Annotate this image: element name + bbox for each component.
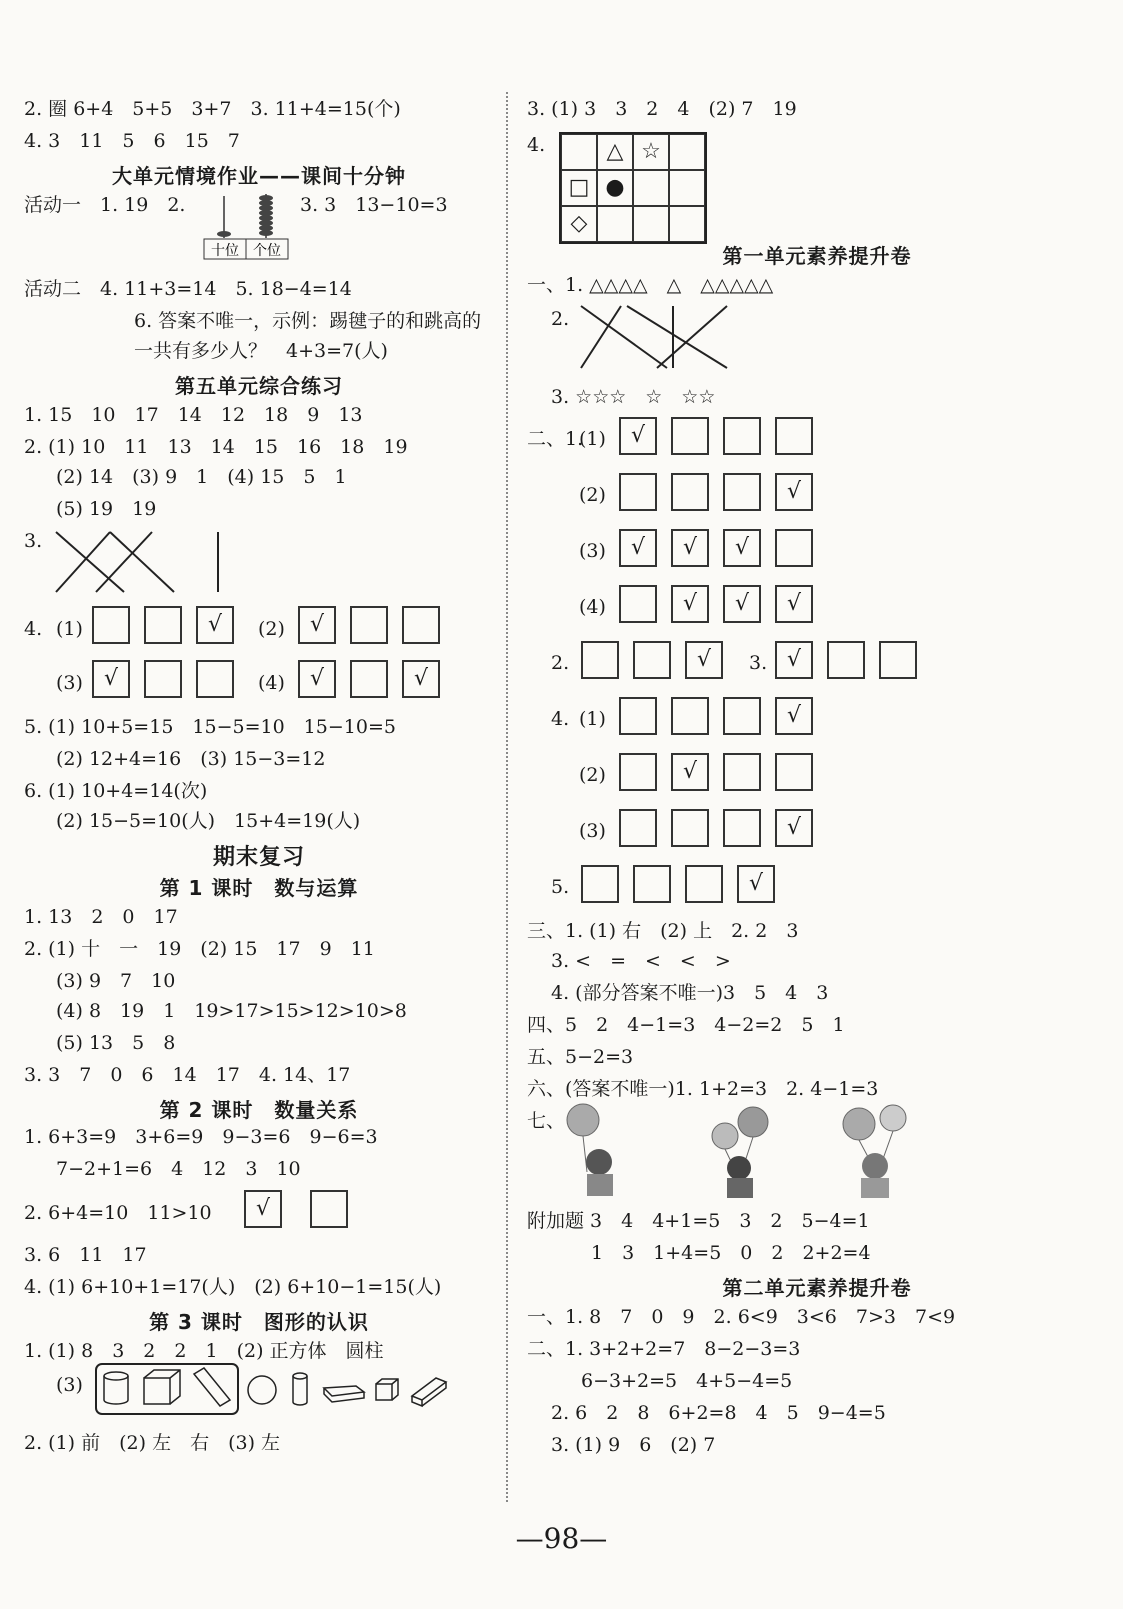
column-divider [506,92,508,1502]
balloon [880,1105,906,1131]
answer-line: 一共有多少人？ 4+3=7(人) [134,340,388,362]
answer-line: 2. (1) 10 11 13 14 15 16 18 19 [24,436,408,458]
section-heading: 第 3 课时 图形的认识 [149,1310,369,1334]
match-line [627,306,727,368]
answer-line: 3. (1) 9 6 (2) 7 [551,1434,716,1456]
section-heading: 第二单元素养提升卷 [722,1276,912,1300]
answer-box: √ [723,529,761,567]
small-cube-edges [376,1379,398,1400]
cuboid-icon [194,1368,230,1406]
answer-line: 3. (1) 3 3 2 4 (2) 7 19 [527,98,797,120]
part-label: (3) [56,672,83,694]
answer-line: 4. [527,134,546,156]
child-body [861,1178,889,1198]
balloon [567,1104,599,1136]
answer-box [619,753,657,791]
small-cylinder-body [293,1376,307,1405]
match-line [110,532,174,592]
answer-line: (2) 12+4=16 (3) 15−3=12 [56,748,326,770]
answer-box [619,473,657,511]
grid-cell [669,206,705,242]
matching-lines-figure [50,528,230,596]
part-label: (3) [579,820,606,842]
answer-box: √ [723,585,761,623]
part-label: (1) [579,708,606,730]
child-with-balloon-2 [712,1107,768,1198]
answer-line: 6. (1) 10+4=14(次) [24,780,208,802]
answer-box: √ [671,753,709,791]
answer-line: 1. (1) 8 3 2 2 1 (2) 正方体 圆柱 [24,1340,384,1362]
answer-line: (2) 15−5=10(人) 15+4=19(人) [56,810,361,832]
answer-line: 3. [749,652,768,674]
grid-cell: □ [561,170,597,206]
answer-line: 2. (1) 十 一 19 (2) 15 17 9 11 [24,938,375,960]
balloon-children-illustration [557,1100,937,1200]
answer-line: (3) [56,1374,83,1396]
answer-line: 2. 6 2 8 6+2=8 4 5 9−4=5 [551,1402,886,1424]
match-line [96,532,152,592]
answer-box [196,660,234,698]
answer-line: 4. 3 11 5 6 15 7 [24,130,240,152]
answer-box [671,809,709,847]
part-label: (2) [258,618,285,640]
answer-box [775,529,813,567]
part-label: (3) [579,540,606,562]
answer-box [723,753,761,791]
answer-line: 5. (1) 10+5=15 15−5=10 15−10=5 [24,716,396,738]
answer-box: √ [671,529,709,567]
abacus-bead [217,231,231,237]
child-body [727,1178,753,1198]
grid-cell [633,170,669,206]
section-heading: 大单元情境作业——课间十分钟 [112,164,406,188]
answer-box [581,641,619,679]
answer-line: 4. (部分答案不唯一)3 5 4 3 [551,982,829,1004]
answer-box: √ [196,606,234,644]
answer-box [685,865,723,903]
answer-line: 1. 15 10 17 14 12 18 9 13 [24,404,363,426]
answer-box [619,585,657,623]
answer-line: 6. 答案不唯一，示例：踢毽子的和跳高的 [134,310,482,332]
solid-shapes-figure [94,1362,454,1418]
grid-cell: ◇ [561,206,597,242]
answer-box [350,606,388,644]
answer-line: (2) 14 (3) 9 1 (4) 15 5 1 [56,466,347,488]
section-heading: 期末复习 [212,845,305,870]
answer-box: √ [298,660,336,698]
answer-box: √ [619,417,657,455]
answer-line: 2. 圈 6+4 5+5 3+7 3. 11+4=15(个) [24,98,401,120]
small-cylinder-icon [293,1373,307,1379]
answer-line: (5) 13 5 8 [56,1032,176,1054]
answer-box [92,606,130,644]
answer-box [879,641,917,679]
answer-box: √ [402,660,440,698]
section-heading: 第五单元综合练习 [175,374,343,398]
part-label: (4) [579,596,606,618]
answer-box [402,606,440,644]
answer-line: 2. 6+4=10 11>10 [24,1202,212,1224]
answer-box [723,809,761,847]
balloon [712,1123,738,1149]
answer-box [671,417,709,455]
answer-line: 附加题 3 4 4+1=5 3 2 5−4=1 [527,1210,870,1232]
answer-line: 五、5−2=3 [527,1046,634,1068]
section-heading: 第 1 课时 数与运算 [159,876,359,900]
answer-box [775,753,813,791]
answer-line: 一、1. 8 7 0 9 2. 6<9 3<6 7>3 7<9 [527,1306,956,1328]
answer-line: 1 3 1+4=5 0 2 2+2=4 [591,1242,871,1264]
answer-line: (5) 19 19 [56,498,157,520]
answer-line: 6−3+2=5 4+5−4=5 [581,1370,793,1392]
flat-cuboid-icon [324,1386,364,1402]
answer-box [350,660,388,698]
grid-cell [669,170,705,206]
grid-cell: △ [597,134,633,170]
balloon [738,1107,768,1137]
answer-box: √ [671,585,709,623]
answer-box: √ [92,660,130,698]
answer-line: 3. [24,530,43,552]
matching-lines-figure [577,302,737,374]
answer-line: 1. 13 2 0 17 [24,906,178,928]
answer-line: (4) 8 19 1 19>17>15>12>10>8 [56,1000,407,1022]
answer-line: 3. 6 11 17 [24,1244,147,1266]
child-with-balloon-3 [843,1105,906,1198]
answer-line: (3) 9 7 10 [56,970,176,992]
match-line [56,532,124,592]
section-heading: 第一单元素养提升卷 [722,244,912,268]
small-cube-icon [376,1384,392,1400]
answer-line: 3. 3 7 0 6 14 17 4. 14、17 [24,1064,351,1086]
answer-box: √ [298,606,336,644]
answer-line: 二、1. 3+2+2=7 8−2−3=3 [527,1338,801,1360]
answer-box [671,697,709,735]
answer-box [723,473,761,511]
answer-line: 七、 [527,1110,566,1132]
answer-box [827,641,865,679]
child-head [727,1156,751,1180]
answer-line: 5. [551,876,570,898]
long-cuboid-icon [412,1378,446,1406]
answer-line: 3. < = < < > [551,950,731,972]
answer-box [723,417,761,455]
balloon-string [583,1136,587,1172]
sphere-icon [248,1376,276,1404]
answer-line: 4. [24,618,43,640]
match-line [581,306,621,368]
answer-line: 2. [551,652,570,674]
answer-box [310,1190,348,1228]
child-body [587,1174,613,1196]
answer-box: √ [775,641,813,679]
answer-box: √ [775,809,813,847]
child-head [586,1149,612,1175]
grid-cell: ● [597,170,633,206]
child-head [862,1153,888,1179]
answer-line: 2. (1) 前 (2) 左 右 (3) 左 [24,1432,281,1454]
abacus-label-one: 个位 [253,243,281,259]
child-with-balloon-1 [567,1104,613,1196]
match-line [657,306,727,368]
answer-box [775,417,813,455]
abacus-figure [204,190,294,262]
position-grid [559,132,707,244]
answer-box [619,809,657,847]
cube-edges [144,1370,180,1404]
answer-box [619,697,657,735]
answer-box [671,473,709,511]
cube-icon [144,1378,170,1404]
answer-line: 4. [551,708,570,730]
grid-cell [597,206,633,242]
answer-line: 四、5 2 4−1=3 4−2=2 5 1 [527,1014,845,1036]
answer-line: 1. 6+3=9 3+6=9 9−3=6 9−6=3 [24,1126,378,1148]
answer-box: √ [685,641,723,679]
answer-box: √ [619,529,657,567]
answer-line: 六、(答案不唯一)1. 1+2=3 2. 4−1=3 [527,1078,879,1100]
part-label: (2) [579,764,606,786]
match-line [581,306,667,368]
answer-box [633,865,671,903]
abacus-bead [259,230,273,236]
answer-line: 三、1. (1) 右 (2) 上 2. 2 3 [527,920,799,942]
answer-box: √ [775,473,813,511]
answer-line: 4. (1) 6+10+1=17(人) (2) 6+10−1=15(人) [24,1276,442,1298]
answer-box: √ [244,1190,282,1228]
answer-line: 活动一 1. 19 2. [24,194,186,216]
answer-line: 3. 3 13−10=3 [300,194,448,216]
answer-box [633,641,671,679]
answer-box [144,606,182,644]
section-heading: 第 2 课时 数量关系 [159,1098,359,1122]
answer-box: √ [775,585,813,623]
grid-cell [633,206,669,242]
answer-box: √ [775,697,813,735]
answer-line: 3. ☆☆☆ ☆ ☆☆ [551,386,716,408]
answer-box: √ [737,865,775,903]
grid-cell [561,134,597,170]
part-label: (2) [579,484,606,506]
grid-cell [669,134,705,170]
answer-box [144,660,182,698]
cylinder-icon [104,1372,128,1380]
answer-line: 一、1. △△△△ △ △△△△△ [527,274,774,296]
abacus-label-ten: 十位 [211,243,239,259]
balloon [843,1108,875,1140]
part-label: (1) [56,618,83,640]
part-label: (1) [579,428,606,450]
page-number: —98— [515,1522,608,1555]
part-label: (4) [258,672,285,694]
match-line [56,532,110,592]
answer-box [723,697,761,735]
answer-line: 7−2+1=6 4 12 3 10 [56,1158,301,1180]
answer-line: 活动二 4. 11+3=14 5. 18−4=14 [24,278,352,300]
answer-box [581,865,619,903]
answer-line: 二、1. [527,428,584,450]
answer-line: 2. [551,308,570,330]
grid-cell: ☆ [633,134,669,170]
